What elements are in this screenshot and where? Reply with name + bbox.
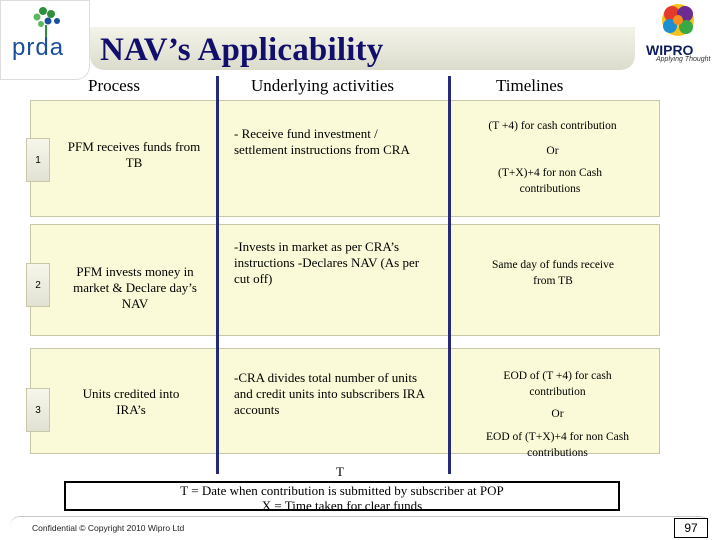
timeline-or-3: Or <box>551 408 564 420</box>
column-divider-right <box>448 76 451 474</box>
process-text-1: PFM receives funds from TB <box>67 139 201 170</box>
wipro-logo-text: WIPRO <box>646 42 694 58</box>
timeline-text-1b: (T+X)+4 for non Cash contributions <box>498 167 602 195</box>
activities-text-2: -Invests in market as per CRA’s instructions -Declares NAV (As per cut off) <box>234 239 420 286</box>
column-header-timelines: Timelines <box>496 76 564 95</box>
column-divider-left <box>216 76 219 474</box>
row-number-2: 2 <box>26 263 50 307</box>
confidential-notice: Confidential © Copyright 2010 Wipro Ltd <box>32 523 185 533</box>
row-number-3: 3 <box>26 388 50 432</box>
page-title: NAV’s Applicability <box>100 32 384 68</box>
definition-x: X = Time taken for clear funds <box>261 498 423 511</box>
timeline-text-3b: EOD of (T+X)+4 for non Cash contributions <box>486 431 629 459</box>
definitions-box <box>64 481 620 511</box>
column-header-process: Process <box>88 76 140 95</box>
wipro-flower-icon <box>640 0 720 44</box>
activities-text-3: -CRA divides total number of units and credit units into subscribers IRA accounts <box>234 370 425 417</box>
footnote-marker: T <box>336 464 344 479</box>
column-header-activities: Underlying activities <box>251 76 395 95</box>
row-number-1: 1 <box>26 138 50 182</box>
timeline-text-2: Same day of funds receive from TB <box>492 259 614 287</box>
process-text-3: Units credited into IRA’s <box>82 386 180 417</box>
page-number: 97 <box>674 518 708 538</box>
process-text-2: PFM invests money in market & Declare day’s NAV <box>73 264 197 311</box>
activities-text-1: - Receive fund investment / settlement instructions from CRA <box>234 126 410 157</box>
timeline-text-1a: (T +4) for cash contribution <box>488 120 617 132</box>
wipro-tagline: Applying Thought <box>656 56 711 63</box>
prda-logo-text: prda <box>12 34 65 61</box>
timeline-or-1: Or <box>546 145 559 157</box>
definition-t: T = Date when contribution is submitted by subscriber at POP <box>180 483 504 498</box>
timeline-text-3a: EOD of (T +4) for cash contribution <box>503 370 612 398</box>
